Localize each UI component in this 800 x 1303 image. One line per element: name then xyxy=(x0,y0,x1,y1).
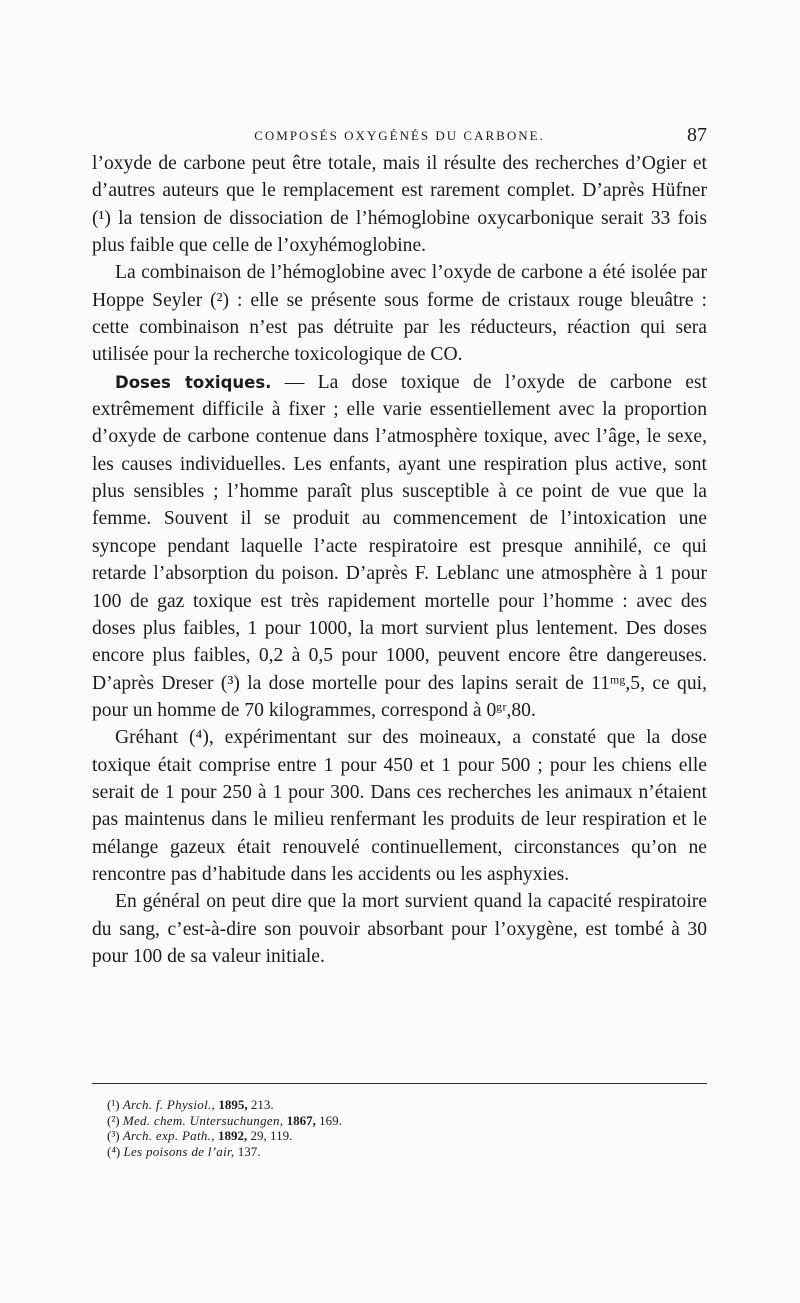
footnote-year: 1895, xyxy=(218,1097,248,1112)
paragraph-text: En général on peut dire que la mort survient quand la capacité respiratoire du sang, c’est-à-dire son pouvoir absorbant pour l’oxygène, est tombé à 30 pour 100 de sa valeur initiale. xyxy=(92,891,707,967)
paragraph xyxy=(92,259,707,368)
running-title: COMPOSÉS OXYGÉNÉS DU CARBONE. xyxy=(254,128,545,143)
paragraph-text: Gréhant (⁴), expérimentant sur des moineaux, a constaté que la dose toxique était comprise entre 1 pour 450 et 1 pour 500 ; pour les chiens elle serait de 1 pour 250 à 1 pour 300. Dans ces recherches les animaux n’étaient pas maintenus dans le milieu renfermant les produits de leur respiration et le mélange gazeux était renouvelé continuellement, circonstances qu’on ne rencontre pas d’habitude dans les accidents ou les asphyxies. xyxy=(92,727,707,885)
paragraph-text: La combinaison de l’hémoglobine avec l’oxyde de carbone a été isolée par Hoppe Seyler (²) : elle se présente sous forme de cristaux rouge bleuâtre : cette combinaison n’est pas détruite par les réducteurs, réaction qui sera utilisée pour la recherche toxicologique de CO. xyxy=(92,262,707,366)
footnote xyxy=(107,1128,667,1144)
footnote-pages: 137. xyxy=(237,1143,261,1159)
paragraph-text: l’oxyde de carbone peut être totale, mais il résulte des recherches d’Ogier et d’autres auteurs que le remplacement est rarement complet. D’après Hüfner (¹) la tension de dissociation de l’hémoglobine oxycarbonique serait 33 fois plus faible que celle de l’oxyhémoglobine. xyxy=(92,153,707,257)
footnote-mark: (³) xyxy=(107,1128,120,1143)
paragraph xyxy=(92,150,707,259)
footnote-year: 1892, xyxy=(218,1128,248,1143)
footnote-pages: 29, 119. xyxy=(250,1128,293,1143)
footnote-source: Arch. exp. Path., xyxy=(122,1128,215,1143)
footnote-mark: (¹) xyxy=(107,1097,120,1112)
footnote-source: Les poisons de l’air, xyxy=(123,1143,235,1159)
footnote-pages: 213. xyxy=(250,1097,274,1112)
footnote-divider xyxy=(92,1083,707,1084)
section-lead-heading: Doses toxiques. xyxy=(115,372,272,392)
footnote xyxy=(107,1097,667,1113)
footnotes xyxy=(107,1097,667,1159)
paragraph xyxy=(92,888,707,970)
footnote-pages: 169. xyxy=(319,1112,342,1128)
footnote xyxy=(107,1113,667,1129)
paragraph-text: — La dose toxique de l’oxyde de carbone est extrêmement difficile à fixer ; elle varie essentiellement avec la proportion d’oxyde de carbone contenue dans l’atmosphère toxique, avec l’âge, le sexe, les causes individuelles. Les enfants, ayant une respiration plus active, sont plus sensibles ; l’homme paraît plus susceptible à ce point de vue que la femme. Souvent il se produit au commencement de l’intoxication une syncope pendant laquelle l’acte respiratoire est presque annihilé, ce qui retarde l’absorption du poison. D’après F. Leblanc une atmosphère à 1 pour 100 de gaz toxique est très rapidement mortelle pour l’homme : avec des doses plus faibles, 1 pour 1000, la mort survient plus lentement. Des doses encore plus faibles, 0,2 à 0,5 pour 1000, peuvent encore être dangereuses. D’après Dreser (³) la dose mortelle pour des lapins serait de 11ᵐᵍ,5, ce qui, pour un homme de 70 kilogrammes, correspond à 0ᵍʳ,80. xyxy=(92,371,707,721)
body-text xyxy=(92,150,707,970)
footnote-mark: (²) xyxy=(107,1112,120,1128)
footnote-mark: (⁴) xyxy=(107,1143,121,1159)
page-header xyxy=(92,124,707,146)
footnote xyxy=(107,1144,667,1160)
footnote-source: Med. chem. Untersuchungen, xyxy=(122,1112,284,1128)
footnote-year: 1867, xyxy=(286,1112,316,1128)
paragraph xyxy=(92,724,707,888)
footnote-source: Arch. f. Physiol., xyxy=(122,1097,216,1112)
paragraph xyxy=(92,369,707,724)
page-number: 87 xyxy=(687,124,707,146)
